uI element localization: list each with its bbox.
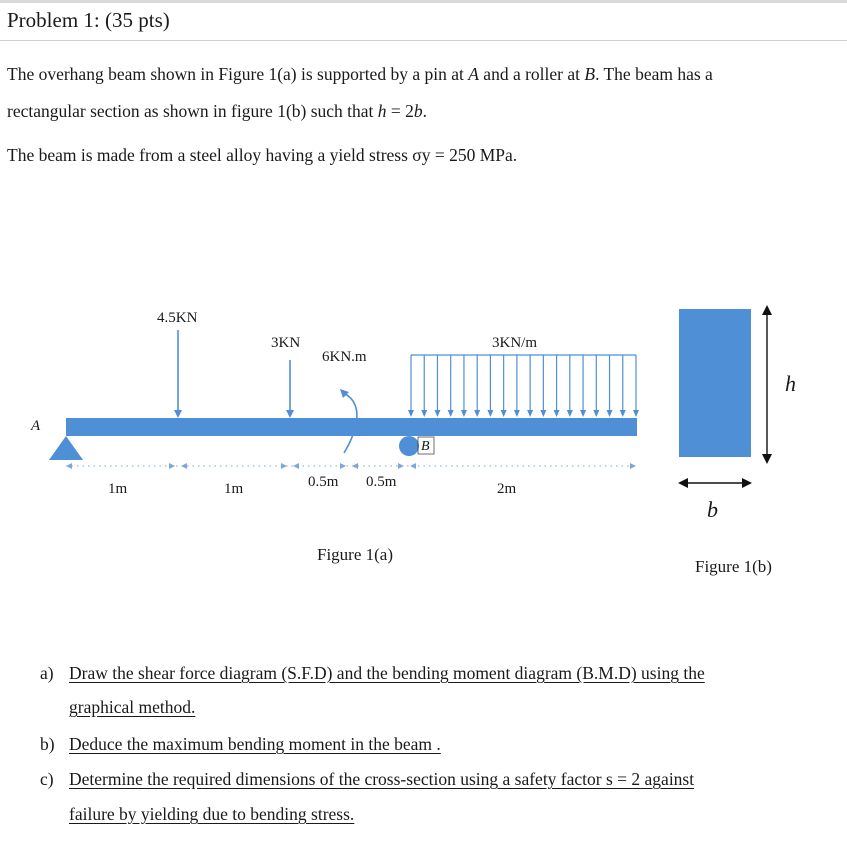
question-c-cont [69, 797, 354, 831]
udl-arrowhead [461, 410, 467, 417]
roller-support [399, 436, 419, 456]
h-label: h [785, 371, 796, 396]
question-c [40, 762, 694, 796]
distributed-load-arrows [408, 355, 639, 417]
dim-tick [630, 463, 636, 469]
label-B: B [421, 439, 430, 454]
udl-arrowhead [448, 410, 454, 417]
intro-text: The overhang beam shown in Figure 1(a) is supported by a pin at [7, 64, 469, 84]
b-label: b [707, 497, 718, 522]
roller-label: B [584, 64, 596, 84]
pin-support [49, 436, 83, 460]
intro-text: and a roller at [478, 64, 585, 84]
moment-arrowhead [340, 389, 349, 398]
h-arrow-up [762, 305, 772, 315]
udl-arrowhead [554, 410, 560, 417]
udl-arrowhead [540, 410, 546, 417]
question-b-label: b) [40, 734, 55, 754]
udl-arrowhead [633, 410, 639, 417]
udl-arrowhead [421, 410, 427, 417]
distributed-load-label: 3KN/m [492, 335, 537, 351]
b-arrow-left [678, 478, 688, 488]
dim-label-1m-b: 1m [224, 481, 244, 497]
udl-arrowhead [527, 410, 533, 417]
figure-1b-caption: Figure 1(b) [695, 557, 772, 576]
dim-tick [66, 463, 72, 469]
beam [66, 418, 637, 436]
udl-arrowhead [514, 410, 520, 417]
udl-arrowhead [607, 410, 613, 417]
question-a-label: a) [40, 663, 54, 683]
moment-label: 6KN.m [322, 349, 367, 365]
load-4.5kn-arrowhead [174, 410, 182, 418]
question-a-text: Draw the shear force diagram (S.F.D) and the bending moment diagram (B.M.D) using the [69, 663, 705, 683]
dim-label-0.5m-b: 0.5m [366, 474, 397, 490]
udl-arrowhead [593, 410, 599, 417]
udl-arrowhead [434, 410, 440, 417]
question-a-text-2: graphical method. [69, 697, 196, 717]
dim-label-2m: 2m [497, 481, 517, 497]
question-a [40, 656, 705, 690]
udl-arrowhead [487, 410, 493, 417]
b-arrow-right [742, 478, 752, 488]
question-b [40, 727, 441, 761]
udl-arrowhead [474, 410, 480, 417]
intro-text: . The beam has a [595, 64, 713, 84]
dim-label-0.5m-a: 0.5m [308, 474, 339, 490]
intro-text: rectangular section as shown in figure 1(b) such that [7, 101, 378, 121]
question-a-cont [69, 690, 195, 724]
question-c-text-2: failure by yielding due to bending stress. [69, 804, 355, 824]
question-c-text: Determine the required dimensions of the cross-section using a safety factor s = 2 against [69, 769, 695, 789]
udl-arrowhead [580, 410, 586, 417]
material-paragraph: The beam is made from a steel alloy having a yield stress σy = 250 MPa. [7, 145, 518, 165]
question-b-text: Deduce the maximum bending moment in the beam . [69, 734, 441, 754]
load-3kn-arrowhead [286, 410, 294, 418]
figure-1a-caption: Figure 1(a) [317, 545, 394, 564]
equals-text: = 2 [386, 101, 414, 121]
udl-arrowhead [620, 410, 626, 417]
h-arrow-down [762, 454, 772, 464]
problem-title: Problem 1: (35 pts) [7, 8, 170, 32]
udl-arrowhead [567, 410, 573, 417]
label-A: A [31, 418, 41, 434]
dim-label-1m-a: 1m [108, 481, 128, 497]
question-c-label: c) [40, 769, 54, 789]
h-variable: h [377, 101, 387, 121]
period-text: . [422, 101, 428, 121]
udl-arrowhead [501, 410, 507, 417]
udl-arrowhead [408, 410, 414, 417]
load-3kn-label: 3KN [271, 335, 301, 351]
load-4.5kn-label: 4.5KN [157, 310, 198, 326]
b-variable: b [413, 101, 423, 121]
cross-section [679, 309, 751, 457]
pin-label: A [468, 64, 479, 84]
